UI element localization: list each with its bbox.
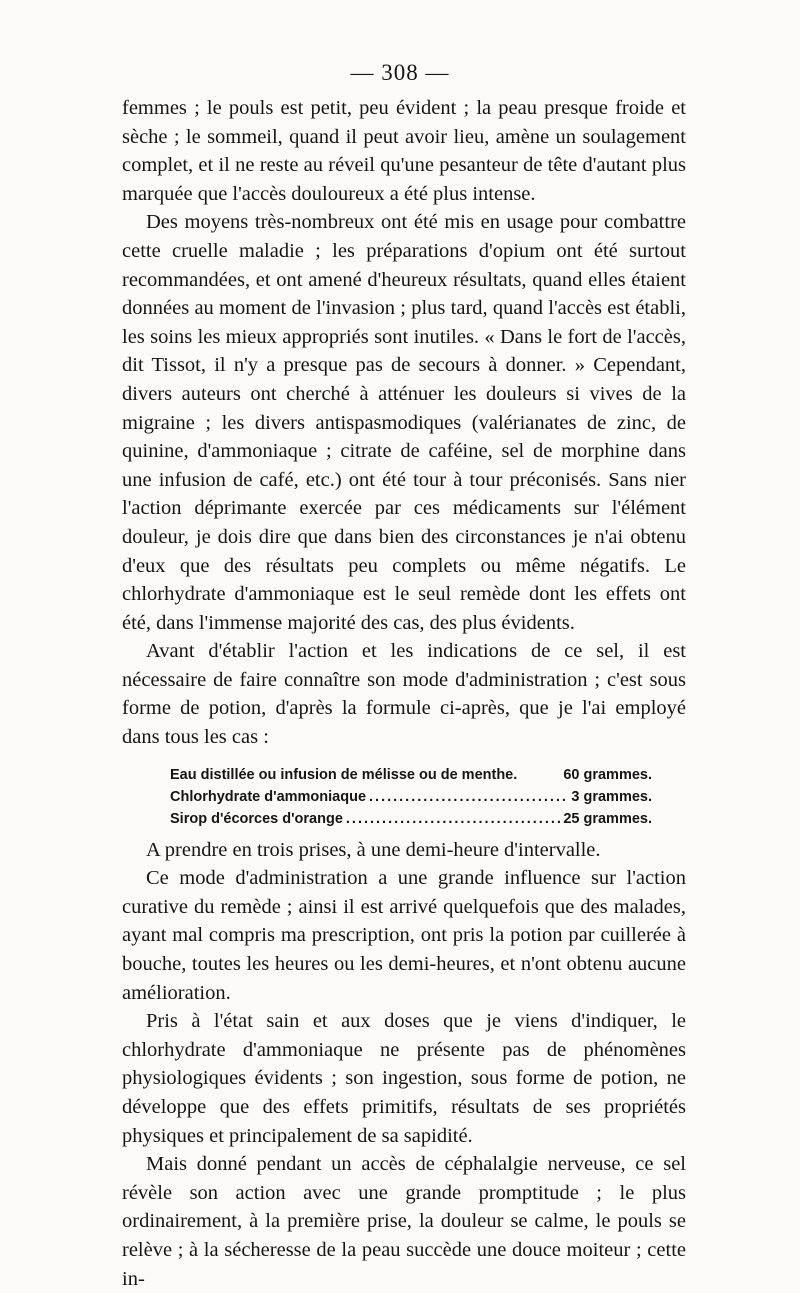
paragraph-7: Mais donné pendant un accès de céphalalgie nerveuse, ce sel révèle son action avec une grande promptitude ; le plus ordinairement, à la première prise, la douleur se calme, le pouls se relève ; à la sécheresse de la peau succède une douce moiteur ; cette in- — [122, 1153, 686, 1290]
recipe-row — [170, 764, 652, 786]
paragraph-4: A prendre en trois prises, à une demi-heure d'intervalle. — [146, 838, 601, 861]
paragraph-3: Avant d'établir l'action et les indications de ce sel, il est nécessaire de faire connaître son mode d'administration ; c'est sous forme de potion, d'après la formule ci-après, que je l'ai employé dans tous les cas : — [122, 640, 686, 749]
recipe-row — [170, 786, 652, 808]
dot-leader — [369, 786, 568, 808]
paragraph-1: femmes ; le pouls est petit, peu évident ; la peau presque froide et sèche ; le sommeil, quand il peut avoir lieu, amène un soulagement complet, et il ne reste au réveil qu'une pesanteur de tête d'autant plus marquée que l'accès douloureux a été plus intense. — [122, 97, 686, 205]
paragraph-2: Des moyens très-nombreux ont été mis en usage pour combattre cette cruelle maladie ; les préparations d'opium ont été surtout recommandées, et ont amené d'heureux résultats, quand elles étaient données au moment de l'invasion ; plus tard, quand l'accès est établi, les soins les mieux appropriés sont inutiles. « Dans le fort de l'accès, dit Tissot, il n'y a presque pas de secours à donner. » Cependant, divers auteurs ont cherché à atténuer les douleurs si vives de la migraine ; les divers antispasmodiques (valérianates de zinc, de quinine, d'ammoniaque ; citrate de caféine, sel de morphine dans une infusion de café, etc.) ont été tour à tour préconisés. Sans nier l'action déprimante exercée par ces médicaments sur l'élément douleur, je dois dire que dans bien des circonstances je n'ai obtenu d'eux que des résultats peu complets ou même négatifs. Le chlorhydrate d'ammoniaque est le seul remède dont les effets ont été, dans l'immense majorité des cas, des plus évidents. — [122, 211, 686, 634]
body-text — [122, 94, 686, 1293]
recipe-formula — [170, 764, 652, 830]
dot-leader — [346, 808, 560, 830]
page-number: — 308 — — [350, 60, 450, 85]
recipe-ingredient: Eau distillée ou infusion de mélisse ou de menthe. — [170, 766, 518, 783]
recipe-quantity: 25 grammes. — [563, 810, 652, 827]
paragraph-6: Pris à l'état sain et aux doses que je viens d'indiquer, le chlorhydrate d'ammoniaque ne présente pas de phénomènes physiologiques évidents ; son ingestion, sous forme de potion, ne développe que des effets primitifs, résultats de ses propriétés physiques et principalement de sa sapidité. — [122, 1010, 686, 1147]
recipe-ingredient: Sirop d'écorces d'orange — [170, 810, 343, 827]
paragraph-5: Ce mode d'administration a une grande influence sur l'action curative du remède ; ainsi il est arrivé quelquefois que des malades, ayant mal compris ma prescription, ont pris la potion par cuillerée à bouche, toutes les heures ou les demi-heures, et n'ont obtenu aucune amélioration. — [122, 867, 686, 1004]
recipe-quantity: 3 grammes. — [571, 788, 652, 805]
recipe-row — [170, 808, 652, 830]
recipe-ingredient: Chlorhydrate d'ammoniaque — [170, 788, 367, 805]
recipe-quantity: 60 grammes. — [563, 766, 652, 783]
